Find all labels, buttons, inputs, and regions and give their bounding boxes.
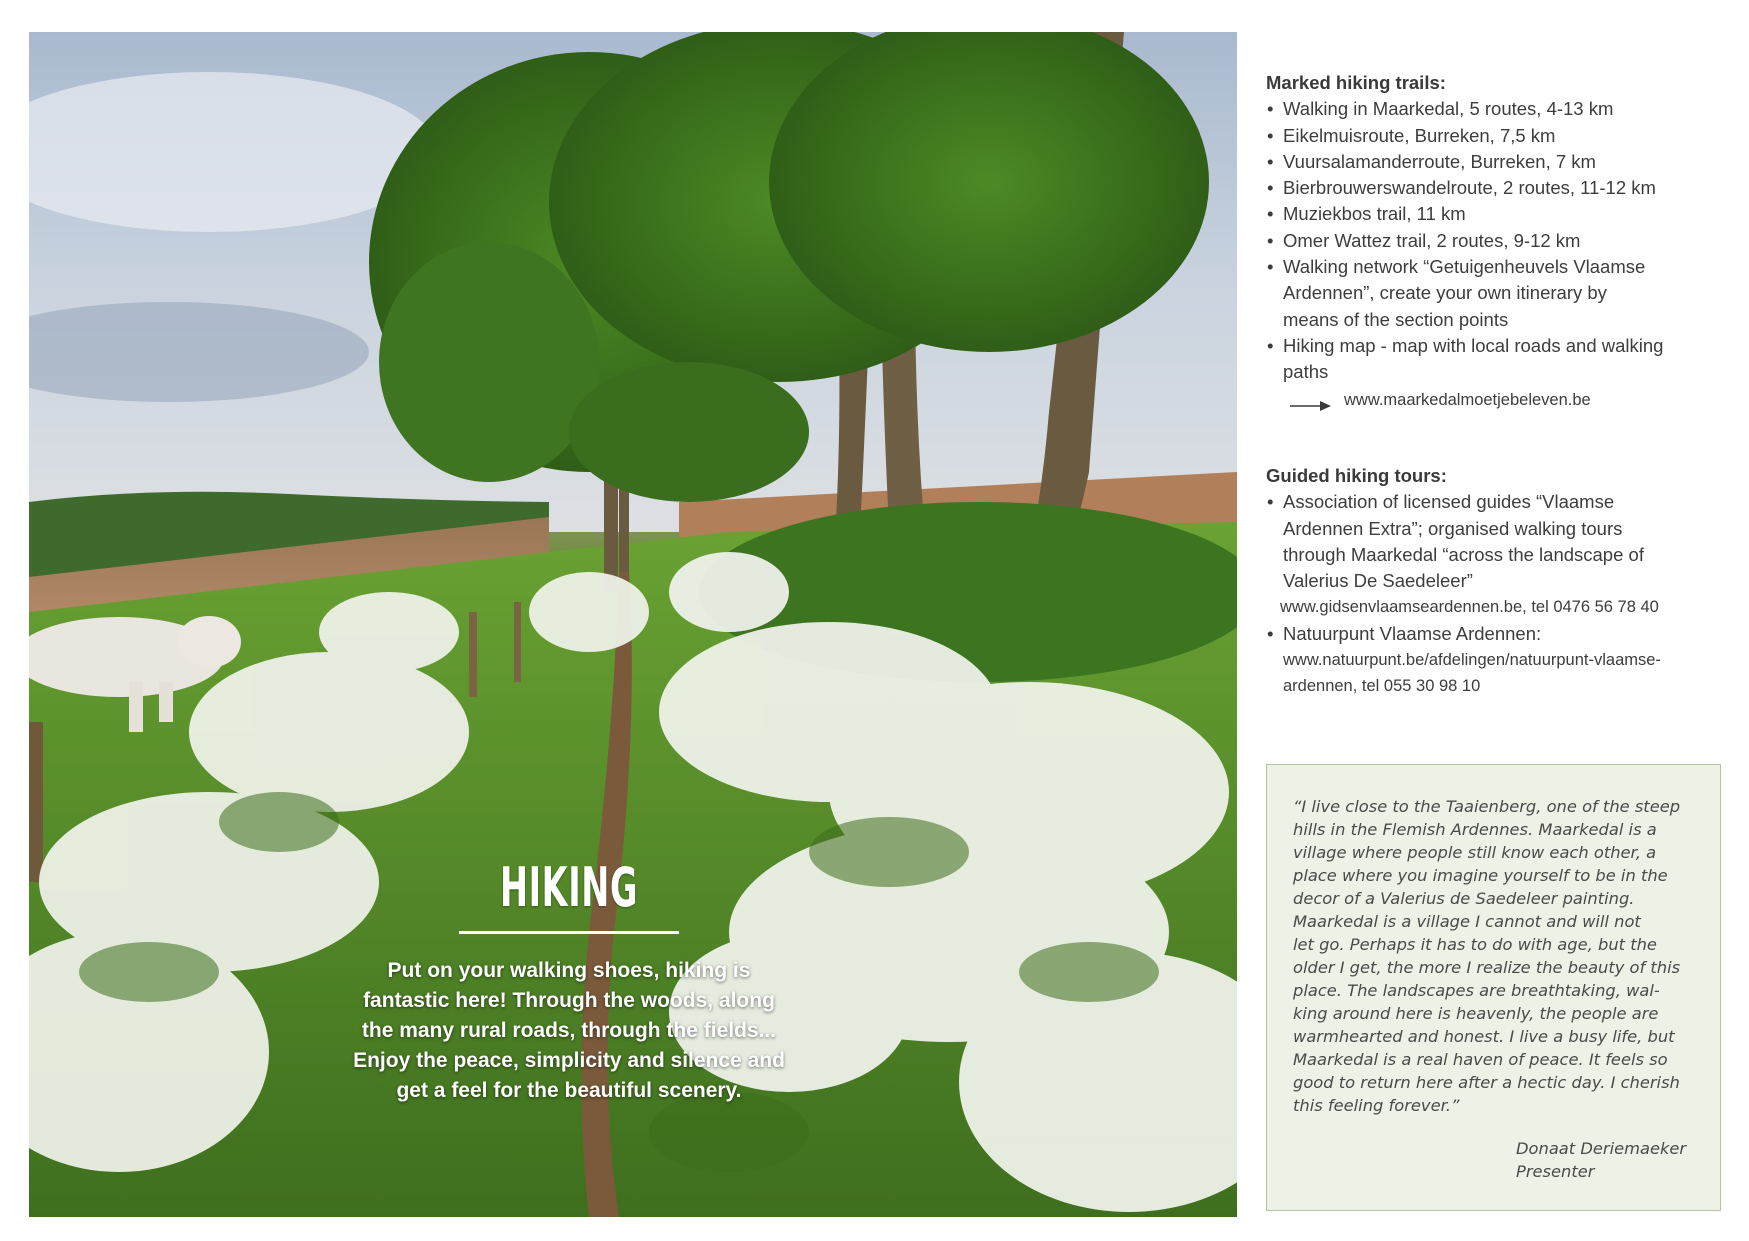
list-item [1266,201,1716,227]
bullet-icon: • [1267,256,1274,278]
quote-line: this feeling forever.” [1293,1096,1460,1115]
item-text: Muziekbos trail, 11 km [1283,203,1466,225]
hiking-photo [29,32,1237,1217]
quote-line: Maarkedal is a village I cannot and will not [1293,912,1641,931]
bullet-icon: • [1267,177,1274,199]
intro-line: fantastic here! Through the woods, along [363,989,775,1012]
intro-line: get a feel for the beautiful scenery. [396,1079,742,1102]
item-text: Vuursalamanderroute, Burreken, 7 km [1283,150,1596,172]
quote-line: good to return here after a hectic day. I cherish [1293,1073,1680,1092]
list-item [1266,621,1716,647]
list-item [1266,489,1716,594]
guided-tours-list [1266,489,1716,594]
intro-line: Put on your walking shoes, hiking is [387,959,751,982]
marked-trails-section [1266,70,1716,413]
testimonial-quote-box [1266,764,1721,1211]
hiking-intro [309,857,829,1106]
guided-tours-title: Guided hiking tours: [1266,465,1447,486]
intro-line: the many rural roads, through the fields... [361,1019,777,1042]
list-item [1266,228,1716,254]
hiking-title: HIKING [499,856,639,919]
guides-contact[interactable]: www.gidsenvlaamseardennen.be, tel 0476 56 78 40 [1280,598,1659,617]
item-text: Ardennen Extra”; organised walking tours [1283,517,1623,539]
item-text: Hiking map - map with local roads and walking [1283,334,1664,356]
arrow-right-icon [1290,394,1332,406]
list-item [1266,96,1716,122]
item-text: through Maarkedal “across the landscape of [1283,543,1644,565]
list-item [1266,175,1716,201]
quote-author-role: Presenter [1516,1162,1595,1181]
intro-line: Enjoy the peace, simplicity and silence and [353,1049,785,1072]
bullet-icon: • [1267,229,1274,251]
list-item [1266,333,1716,386]
guided-tours-list-2 [1266,621,1716,647]
quote-line: king around here is heavenly, the people are [1293,1004,1659,1023]
bullet-icon: • [1267,124,1274,146]
bullet-icon: • [1267,334,1274,356]
bullet-icon: • [1267,622,1274,644]
contact-line: ardennen, tel 055 30 98 10 [1283,677,1481,696]
website-link-row [1266,387,1716,413]
quote-line: hills in the Flemish Ardennes. Maarkedal is a [1293,820,1657,839]
quote-line: place where you imagine yourself to be in the [1293,866,1668,885]
item-text: Bierbrouwerswandelroute, 2 routes, 11-12 km [1283,177,1656,199]
quote-line: warmhearted and honest. I live a busy life, but [1293,1027,1675,1046]
guided-tours-section [1266,463,1716,700]
hiking-intro-text [309,956,829,1106]
item-text: Walking network “Getuigenheuvels Vlaamse [1283,256,1646,278]
item-text: Eikelmuisroute, Burreken, 7,5 km [1283,124,1556,146]
bullet-icon: • [1267,491,1274,513]
list-item [1266,123,1716,149]
marked-trails-title: Marked hiking trails: [1266,72,1446,93]
bullet-icon: • [1267,98,1274,120]
marked-trails-list [1266,96,1716,385]
title-underline [459,931,679,934]
quote-line: Maarkedal is a real haven of peace. It feels so [1293,1050,1668,1069]
item-text: paths [1283,361,1329,383]
contact-line: www.natuurpunt.be/afdelingen/natuurpunt-vlaamse- [1283,651,1661,670]
list-item [1266,254,1716,333]
quote-line: place. The landscapes are breathtaking, wal- [1293,981,1660,1000]
quote-author: Donaat Deriemaeker [1516,1139,1687,1158]
item-text: Ardennen”, create your own itinerary by [1283,282,1607,304]
item-text: Association of licensed guides “Vlaamse [1283,491,1615,513]
quote-line: let go. Perhaps it has to do with age, but the [1293,935,1657,954]
quote-text [1293,795,1694,1117]
quote-signature [1293,1137,1694,1183]
item-text: means of the section points [1283,308,1509,330]
natuurpunt-contact[interactable] [1266,647,1716,700]
quote-line: decor of a Valerius de Saedeleer painting. [1293,889,1635,908]
item-text: Omer Wattez trail, 2 routes, 9-12 km [1283,229,1581,251]
bullet-icon: • [1267,203,1274,225]
maarkedal-website-link[interactable]: www.maarkedalmoetjebeleven.be [1344,390,1591,409]
item-text: Walking in Maarkedal, 5 routes, 4-13 km [1283,98,1614,120]
item-text: Valerius De Saedeleer” [1283,570,1473,592]
item-text: Natuurpunt Vlaamse Ardennen: [1283,622,1542,644]
quote-line: older I get, the more I realize the beauty of this [1293,958,1681,977]
quote-line: village where people still know each other, a [1293,843,1657,862]
list-item [1266,149,1716,175]
quote-line: “I live close to the Taaienberg, one of the steep [1293,797,1681,816]
bullet-icon: • [1267,150,1274,172]
